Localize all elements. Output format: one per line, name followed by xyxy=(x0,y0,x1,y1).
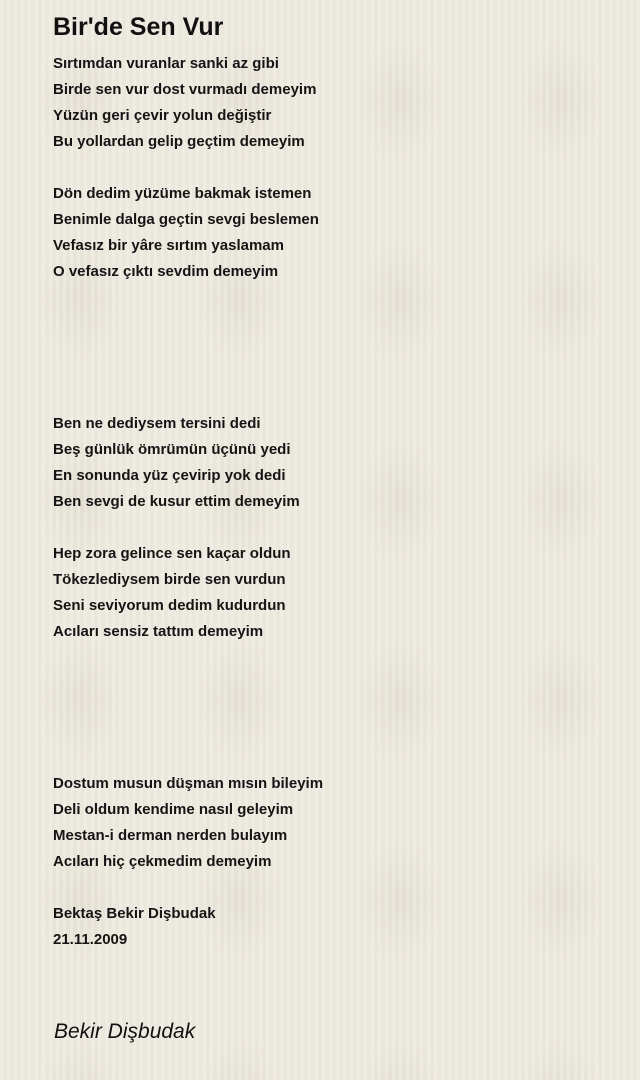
poem-line: Bu yollardan gelip geçtim demeyim xyxy=(53,133,305,150)
stanza-2 xyxy=(53,181,319,285)
poem-line: Birde sen vur dost vurmadı demeyim xyxy=(53,81,317,98)
poem-line: Dostum musun düşman mısın bileyim xyxy=(53,775,324,792)
poem-title: Bir'de Sen Vur xyxy=(53,13,224,41)
stanza-1 xyxy=(53,51,316,155)
stanza-3 xyxy=(53,411,300,515)
poem-line: Dön dedim yüzüme bakmak istemen xyxy=(53,185,312,202)
poem-line: Seni seviyorum dedim kudurdun xyxy=(53,597,286,614)
poem-line: Hep zora gelince sen kaçar oldun xyxy=(53,545,291,562)
poem-footer xyxy=(53,901,216,953)
poem-date: 21.11.2009 xyxy=(53,931,128,948)
author-signature: Bekir Dişbudak xyxy=(54,1020,196,1043)
poem-line: Benimle dalga geçtin sevgi beslemen xyxy=(53,211,319,228)
poem-line: Sırtımdan vuranlar sanki az gibi xyxy=(53,55,279,72)
poem-line: En sonunda yüz çevirip yok dedi xyxy=(53,467,286,484)
poem-line: Yüzün geri çevir yolun değiştir xyxy=(53,107,272,124)
poem-line: O vefasız çıktı sevdim demeyim xyxy=(53,263,279,280)
poem-line: Deli oldum kendime nasıl geleyim xyxy=(53,801,294,818)
poem-line: Acıları hiç çekmedim demeyim xyxy=(53,853,272,870)
poem-line: Vefasız bir yâre sırtım yaslamam xyxy=(53,237,284,254)
poem-line: Acıları sensiz tattım demeyim xyxy=(53,623,264,640)
author-line: Bektaş Bekir Dişbudak xyxy=(53,905,216,922)
poem-line: Tökezlediysem birde sen vurdun xyxy=(53,571,286,588)
poem-line: Ben ne dediysem tersini dedi xyxy=(53,415,261,432)
stanza-4 xyxy=(53,541,291,645)
poem-line: Beş günlük ömrümün üçünü yedi xyxy=(53,441,291,458)
poem-line: Ben sevgi de kusur ettim demeyim xyxy=(53,493,300,510)
stanza-5 xyxy=(53,771,323,875)
poem-line: Mestan-i derman nerden bulayım xyxy=(53,827,288,844)
